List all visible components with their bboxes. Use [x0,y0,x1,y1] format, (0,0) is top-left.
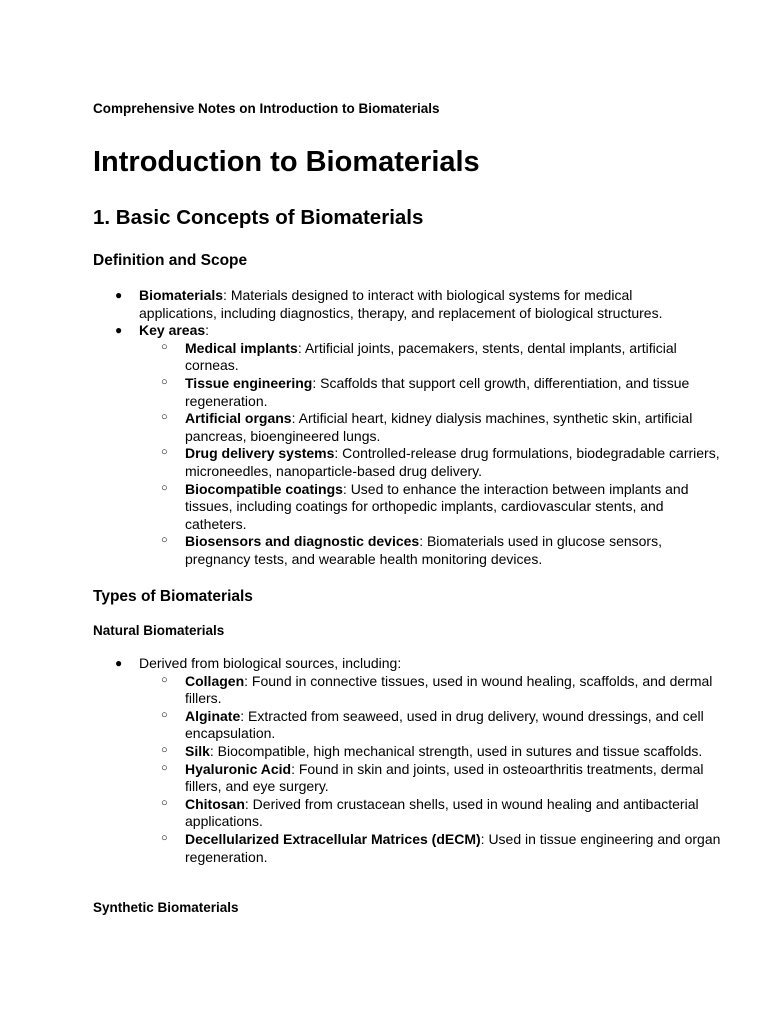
term-description: : Extracted from seaweed, used in drug delivery, wound dressings, and cell encapsulation. [185,707,704,742]
list-item-tissue-engineering [93,374,690,410]
list-item-decm [93,830,721,866]
list-item-drug-delivery [93,445,720,480]
bullet-icon: ● [115,656,123,670]
section-heading-basic-concepts: 1. Basic Concepts of Biomaterials [93,206,424,229]
term: Biocompatible coatings [185,480,343,497]
term-description: : Artificial heart, kidney dialysis machines, synthetic skin, artificial pancreas, bioengineered lungs. [185,410,693,444]
term-description: : Found in connective tissues, used in wound healing, scaffolds, and dermal fillers. [185,672,713,707]
term: Collagen [185,672,245,689]
term: Decellularized Extracellular Matrices (dECM) [185,830,481,847]
term: Chitosan [185,795,245,812]
term-description: : Scaffolds that support cell growth, differentiation, and tissue regeneration. [185,374,690,409]
term-description: : Controlled-release drug formulations, biodegradable carriers, microneedles, nanoparticle-based drug delivery. [185,445,720,479]
document-header: Comprehensive Notes on Introduction to Biomaterials [93,101,440,116]
subsection-heading-definition: Definition and Scope [93,252,248,269]
term-description: : Materials designed to interact with biological systems for medical applications, including diagnostics, therapy, and replacement of biological structures. [139,287,663,321]
circle-bullet-icon: ○ [161,673,168,686]
key-areas-sublist [139,339,720,569]
term-description: : Found in skin and joints, used in osteoarthritis treatments, dermal fillers, and eye surgery. [185,760,704,795]
circle-bullet-icon: ○ [161,796,168,809]
term-description: : Used in tissue engineering and organ regeneration. [185,830,721,865]
list-item-biocompatible-coatings [93,480,689,534]
term-description: : [205,322,210,339]
term-description: : Biocompatible, high mechanical strength, used in sutures and tissue scaffolds. [209,742,703,759]
term: Biosensors and diagnostic devices [185,533,420,550]
term-description: : Artificial joints, pacemakers, stents, dental implants, artificial corneas. [185,339,677,374]
term: Tissue engineering [185,374,313,391]
circle-bullet-icon: ○ [161,446,168,459]
bullet-icon: ● [115,323,123,338]
list-item-chitosan [93,795,699,831]
term: Key areas [139,322,206,339]
circle-bullet-icon: ○ [161,375,168,388]
term: Hyaluronic Acid [185,760,292,777]
circle-bullet-icon: ○ [161,340,168,353]
list-item-artificial-organs [93,410,693,445]
list-item-derived [93,655,721,866]
term: Biomaterials [139,287,224,303]
term: Alginate [185,707,241,724]
list-item-biomaterials [93,287,683,322]
page-title: Introduction to Biomaterials [93,146,480,178]
list-item-medical-implants [93,340,683,375]
circle-bullet-icon: ○ [161,411,168,424]
list-item-biosensors [93,533,683,568]
term: Artificial organs [185,410,292,427]
circle-bullet-icon: ○ [161,534,168,547]
circle-bullet-icon: ○ [161,831,168,844]
term: Medical implants [185,339,298,356]
term: Drug delivery systems [185,445,335,462]
subheading-natural-biomaterials: Natural Biomaterials [93,623,225,638]
definition-list [93,287,720,569]
term: Silk [185,742,210,759]
bullet-icon: ● [115,288,123,302]
list-item-collagen [93,672,713,708]
list-item-hyaluronic-acid [93,760,704,796]
list-item-key-areas [93,322,720,568]
natural-sources-sublist [139,672,721,867]
term-description: : Derived from crustacean shells, used in wound healing and antibacterial applications. [185,795,699,830]
circle-bullet-icon: ○ [161,761,168,774]
list-item-alginate [93,707,704,743]
list-item-silk [93,742,703,761]
circle-bullet-icon: ○ [161,481,168,494]
subheading-synthetic-biomaterials: Synthetic Biomaterials [93,900,239,915]
subsection-heading-types: Types of Biomaterials [93,588,253,605]
list-item-text: Derived from biological sources, including: [139,655,402,671]
term-description: : Biomaterials used in glucose sensors, pregnancy tests, and wearable health monitoring devices. [185,533,662,567]
circle-bullet-icon: ○ [161,708,168,721]
term-description: : Used to enhance the interaction between implants and tissues, including coatings for orthopedic implants, cardiovascular stents, and catheters. [185,480,689,532]
natural-biomaterials-list [93,655,721,866]
circle-bullet-icon: ○ [161,743,168,756]
